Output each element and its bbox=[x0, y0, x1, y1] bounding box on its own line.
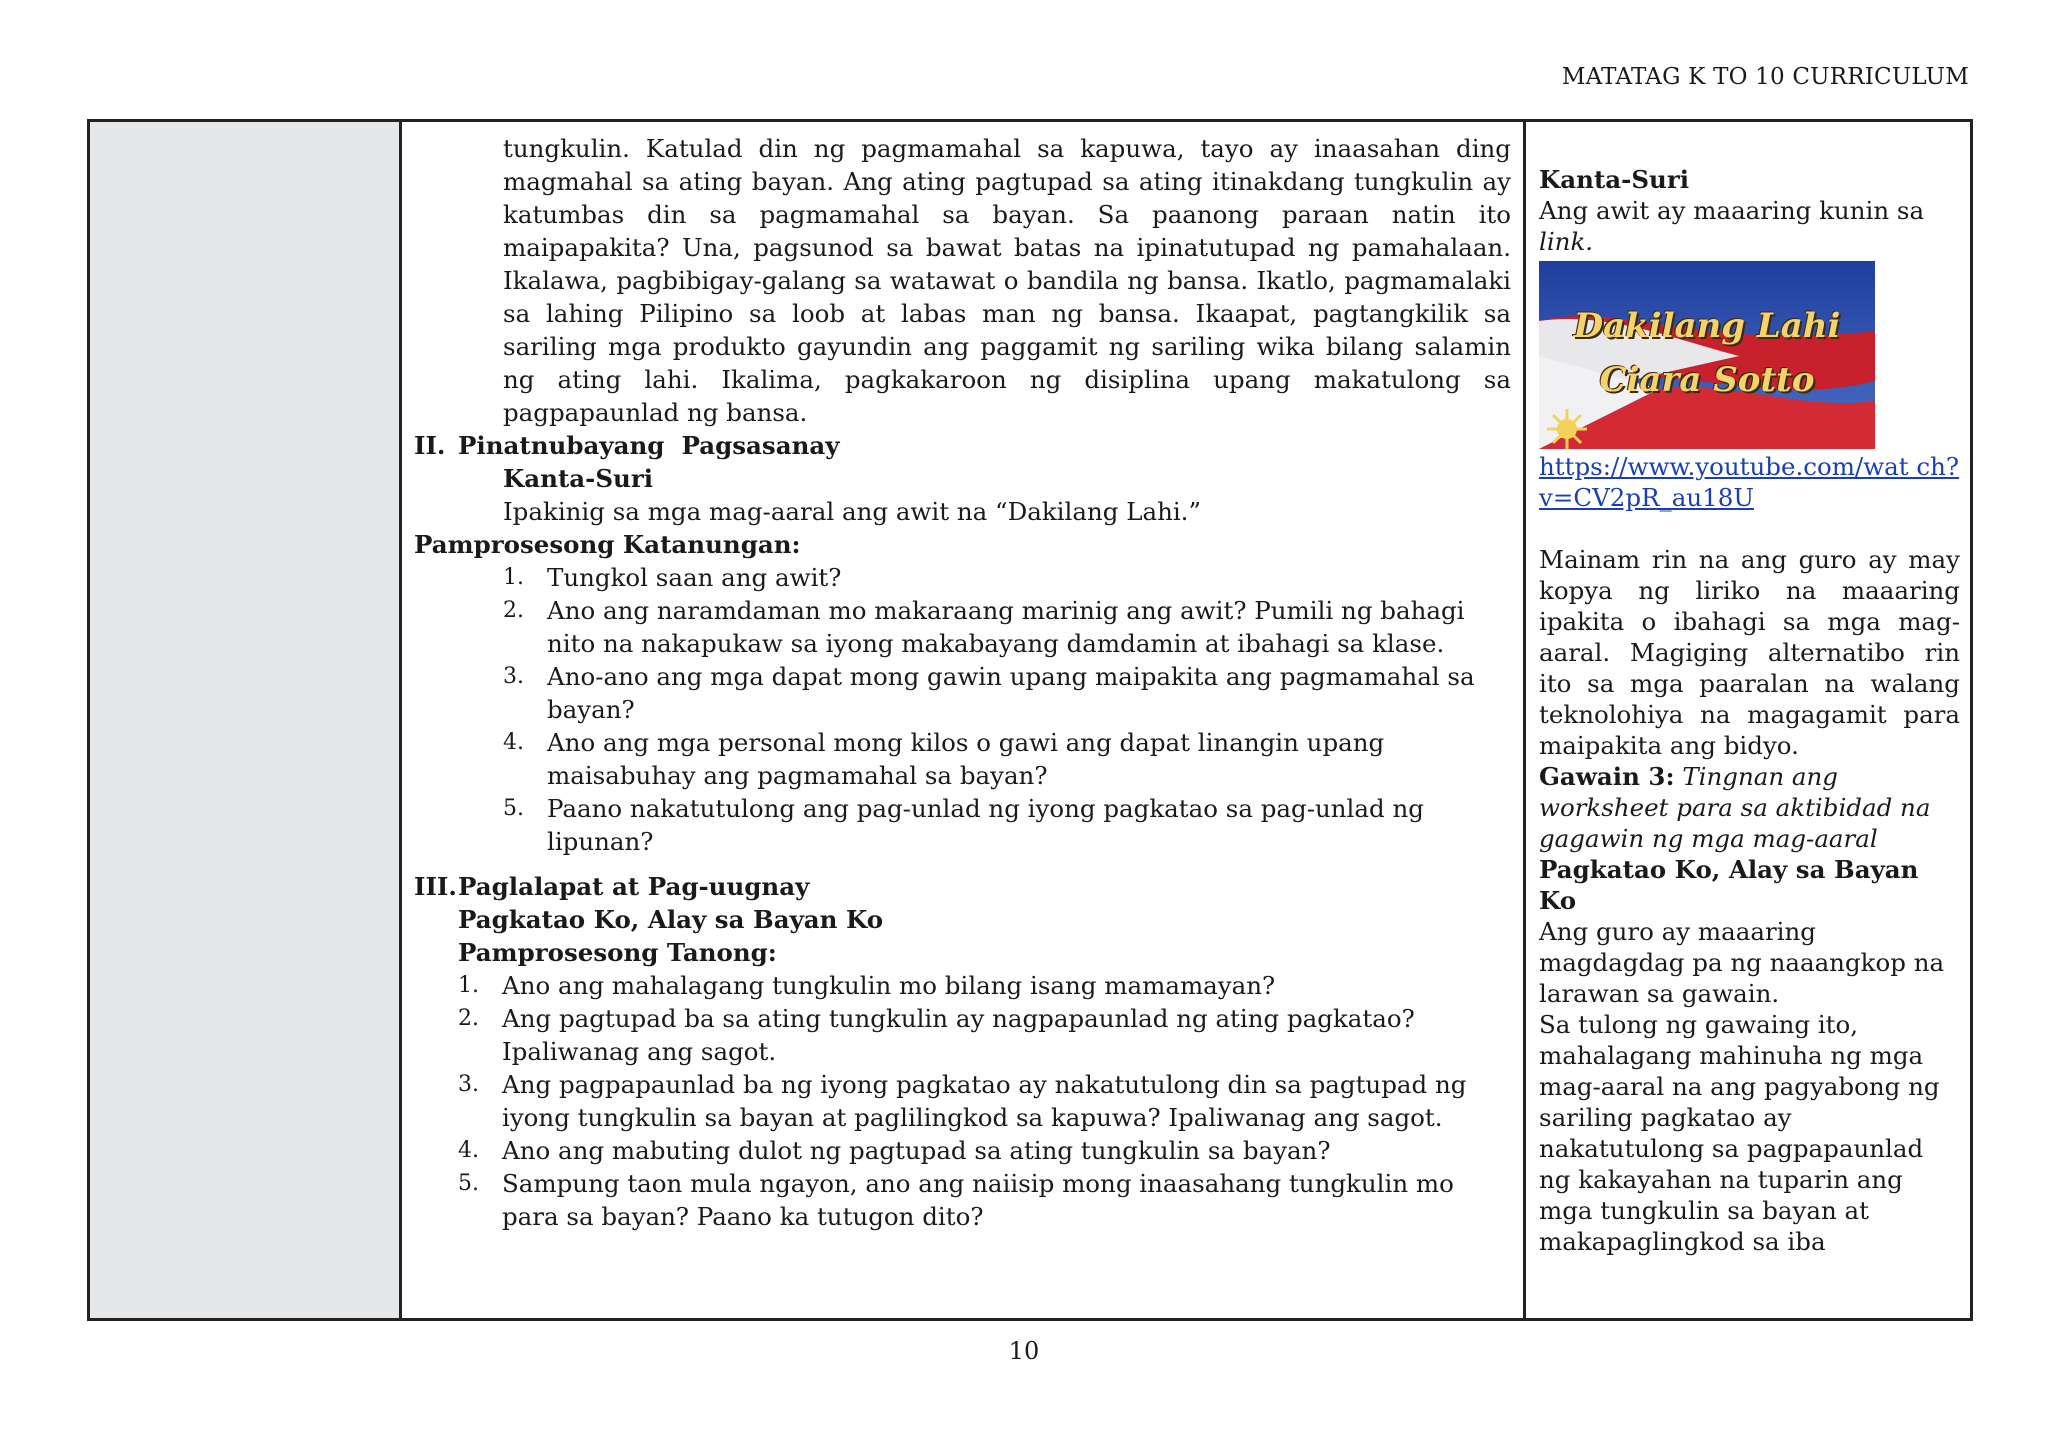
question-text: Ang pagpapaunlad ba ng iyong pagkatao ay nakatutulong din sa pagtupad ng iyong tungkulin sa bayan at paglilingkod sa kapuwa? Ipaliwanag ang sagot. bbox=[502, 1070, 1467, 1132]
question-number: 3. bbox=[458, 1072, 479, 1097]
question-text: Ano ang mahalagang tungkulin mo bilang isang mamamayan? bbox=[502, 971, 1276, 1000]
question-text: Sampung taon mula ngayon, ano ang naiisip mong inaasahang tungkulin mo para sa bayan? Paano ka tutugon dito? bbox=[502, 1169, 1454, 1231]
section-3-heading bbox=[414, 870, 1511, 903]
question-number: 3. bbox=[503, 664, 524, 689]
question-number: 5. bbox=[503, 796, 524, 821]
question-text: Ano-ano ang mga dapat mong gawin upang maipakita ang pagmamahal sa bayan? bbox=[547, 662, 1475, 724]
gawain-3-text: Tingnan ang worksheet para sa aktibidad na gagawin ng mga mag-aaral bbox=[1539, 762, 1931, 853]
question-item bbox=[458, 1167, 1511, 1233]
right-column bbox=[1526, 122, 1970, 1318]
spacer bbox=[1539, 513, 1960, 544]
section-2-questions-heading: Pamprosesong Katanungan: bbox=[414, 530, 801, 559]
left-column bbox=[90, 122, 402, 1318]
section-2-number: II. bbox=[414, 431, 446, 460]
middle-column bbox=[402, 122, 1526, 1318]
question-item bbox=[503, 726, 1511, 792]
question-item bbox=[503, 561, 1511, 594]
question-number: 2. bbox=[458, 1006, 479, 1031]
question-item bbox=[503, 792, 1511, 858]
section-2-subtitle: Kanta-Suri bbox=[503, 464, 654, 493]
question-item bbox=[458, 1068, 1511, 1134]
question-text: Ano ang naramdaman mo makaraang marinig ang awit? Pumili ng bahagi nito na nakapukaw sa iyong makabayang damdamin at ibahagi sa klase. bbox=[547, 596, 1465, 658]
section-2-instruction: Ipakinig sa mga mag-aaral ang awit na “Dakilang Lahi.” bbox=[503, 497, 1201, 526]
page-number: 10 bbox=[1008, 1337, 1040, 1365]
kanta-suri-heading: Kanta-Suri bbox=[1539, 165, 1690, 194]
gawain-3-label: Gawain 3: bbox=[1539, 762, 1675, 791]
flag-background-image bbox=[1539, 261, 1875, 449]
lyrics-note: Mainam rin na ang guro ay may kopya ng liriko na maaaring ipakita o ibahagi sa mga mag-aaral. Magiging alternatibo rin ito sa mga paaralan na walang teknolohiya na magagamit para maipakita ang bidyo. bbox=[1539, 545, 1960, 760]
question-number: 5. bbox=[458, 1171, 479, 1196]
section-3-number: III. bbox=[414, 872, 457, 901]
activity-note-1: Ang guro ay maaaring magdagdag pa ng naaangkop na larawan sa gawain. bbox=[1539, 917, 1945, 1008]
activity-title: Pagkatao Ko, Alay sa Bayan Ko bbox=[1539, 855, 1919, 915]
intro-paragraph: tungkulin. Katulad din ng pagmamahal sa kapuwa, tayo ay inaasahan ding magmahal sa ating bayan. Ang ating pagtupad sa ating itinakdang tungkulin ay katumbas din sa pagmamahal sa bayan. Sa paanong paraan natin ito maipapakita? Una, pagsunod sa bawat batas na ipinatutupad ng pamahalaan. Ikalawa, pagbibigay-galang sa watawat o bandila ng bansa. Ikatlo, pagmamalaki sa lahing Pilipino sa loob at labas man ng bansa. Ikaapat, pagtangkilik sa sariling mga produkto gayundin ang paggamit ng sariling wika bilang salamin ng ating lahi. Ikalima, pagkakaroon ng disiplina upang makatulong sa pagpapaunlad ng bansa. bbox=[503, 134, 1511, 427]
section-2-title: Pinatnubayang Pagsasanay bbox=[458, 431, 840, 460]
section-3-title: Paglalapat at Pag-uugnay bbox=[458, 872, 810, 901]
question-item bbox=[458, 1134, 1511, 1167]
question-text: Paano nakatutulong ang pag-unlad ng iyong pagkatao sa pag-unlad ng lipunan? bbox=[547, 794, 1424, 856]
question-text: Ano ang mga personal mong kilos o gawi ang dapat linangin upang maisabuhay ang pagmamahal sa bayan? bbox=[547, 728, 1385, 790]
thumbnail-song-title: Dakilang Lahi bbox=[1573, 306, 1841, 346]
question-text: Tungkol saan ang awit? bbox=[547, 563, 842, 592]
question-number: 4. bbox=[458, 1138, 479, 1163]
question-number: 1. bbox=[458, 973, 479, 998]
lesson-table bbox=[87, 119, 1973, 1321]
gawain-3 bbox=[1539, 761, 1960, 854]
thumbnail-artist: Ciara Sotto bbox=[1599, 360, 1815, 400]
section-3-questions-heading: Pamprosesong Tanong: bbox=[458, 938, 777, 967]
question-number: 1. bbox=[503, 565, 524, 590]
song-note bbox=[1539, 195, 1960, 257]
question-text: Ano ang mabuting dulot ng pagtupad sa ating tungkulin sa bayan? bbox=[502, 1136, 1331, 1165]
question-text: Ang pagtupad ba sa ating tungkulin ay nagpapaunlad ng ating pagkatao? Ipaliwanag ang sagot. bbox=[502, 1004, 1415, 1066]
song-note-link-word: link. bbox=[1539, 227, 1594, 256]
curriculum-header: MATATAG K TO 10 CURRICULUM bbox=[1561, 64, 1969, 90]
question-number: 2. bbox=[503, 598, 524, 623]
song-note-text: Ang awit ay maaaring kunin sa bbox=[1539, 196, 1925, 225]
section-2-heading bbox=[414, 429, 1511, 462]
activity-note-2: Sa tulong ng gawaing ito, mahalagang mahinuha ng mga mag-aaral na ang pagyabong ng sariling pagkatao ay nakatutulong sa pagpapaunlad ng kakayahan na tuparin ang mga tungkulin sa bayan at makapaglingkod sa iba bbox=[1539, 1010, 1940, 1256]
question-item bbox=[458, 969, 1511, 1002]
section-3-question-list bbox=[414, 969, 1511, 1233]
section-2-question-list bbox=[414, 561, 1511, 858]
question-item bbox=[503, 660, 1511, 726]
question-item bbox=[458, 1002, 1511, 1068]
song-video-thumbnail[interactable] bbox=[1539, 261, 1875, 449]
section-3-subtitle: Pagkatao Ko, Alay sa Bayan Ko bbox=[458, 905, 884, 934]
question-number: 4. bbox=[503, 730, 524, 755]
youtube-link[interactable]: https://www.youtube.com/wat ch?v=CV2pR_au18U bbox=[1539, 452, 1960, 512]
question-item bbox=[503, 594, 1511, 660]
